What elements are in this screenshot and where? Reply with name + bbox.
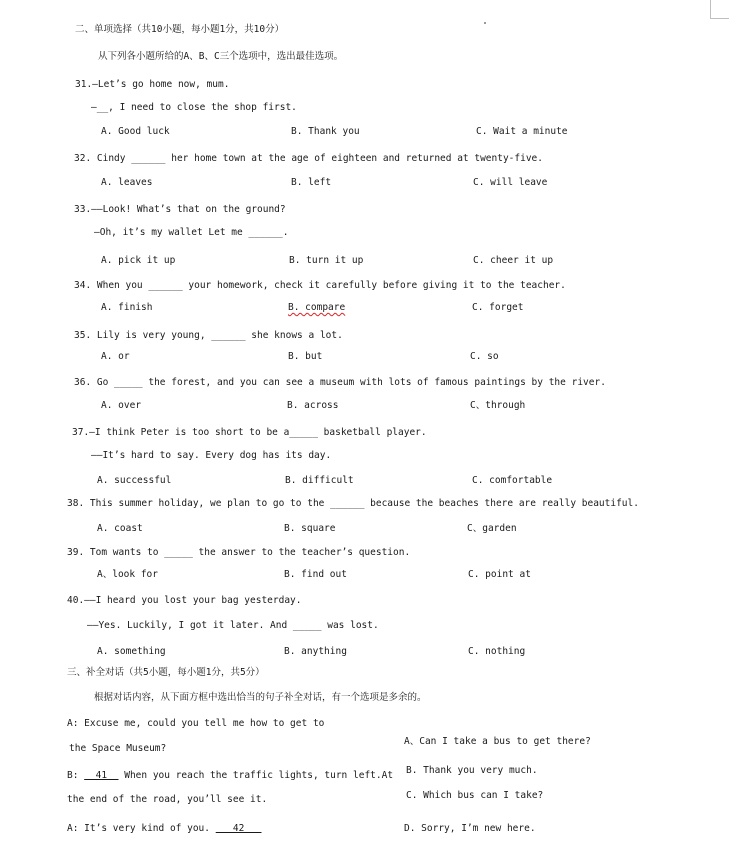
dialogue-b1-prefix: B: xyxy=(67,770,85,781)
question-37-option-a: A. successful xyxy=(97,475,172,486)
dialogue-a2-line xyxy=(67,823,261,835)
choice-b: B. Thank you very much. xyxy=(406,765,538,776)
question-38-option-c: C、garden xyxy=(467,523,517,534)
question-34-option-a: A. finish xyxy=(101,302,153,313)
question-35-option-a: A. or xyxy=(101,351,130,362)
blank-42: 42 xyxy=(215,823,262,834)
question-32-option-a: A. leaves xyxy=(101,177,153,188)
question-32-option-b: B. left xyxy=(291,177,332,188)
question-36-option-c: C、through xyxy=(470,400,526,411)
question-40-line-1: 40.——I heard you lost your bag yesterday. xyxy=(67,595,302,606)
question-37-line-2: ——It’s hard to say. Every dog has its day. xyxy=(91,450,332,461)
question-33-line-2: —Oh, it’s my wallet Let me ______. xyxy=(94,227,289,238)
dialogue-a2-text: A: It’s very kind of you. xyxy=(67,823,216,834)
question-34-option-b: B. compare xyxy=(288,302,346,313)
question-39-option-c: C. point at xyxy=(468,569,531,580)
dialogue-a1-line-1: A: Excuse me, could you tell me how to get to xyxy=(67,718,325,729)
section-3-heading: 三、补全对话（共5小题，每小题1分，共5分） xyxy=(67,667,265,678)
question-34-line-1: 34. When you ______ your homework, check it carefully before giving it to the teacher. xyxy=(74,280,566,291)
choice-c: C. Which bus can I take? xyxy=(406,790,544,801)
question-31-option-c: C. Wait a minute xyxy=(476,126,568,137)
section-2-heading: 二、单项选择（共10小题，每小题1分，共10分） xyxy=(75,24,285,35)
question-38-option-b: B. square xyxy=(284,523,336,534)
section-3-instruction: 根据对话内容，从下面方框中选出恰当的句子补全对话，有一个选项是多余的。 xyxy=(94,692,427,703)
question-40-option-b: B. anything xyxy=(284,646,347,657)
question-37-option-c: C. comfortable xyxy=(472,475,553,486)
choice-d: D. Sorry, I’m new here. xyxy=(404,823,536,834)
question-39-option-b: B. find out xyxy=(284,569,347,580)
question-39-line-1: 39. Tom wants to _____ the answer to the teacher’s question. xyxy=(67,547,411,558)
question-36-line-1: 36. Go _____ the forest, and you can see a museum with lots of famous paintings by the river. xyxy=(74,377,606,388)
question-40-line-2: ——Yes. Luckily, I got it later. And _____ was lost. xyxy=(87,620,379,631)
question-31-option-a: A. Good luck xyxy=(101,126,170,137)
question-33-option-c: C. cheer it up xyxy=(473,255,554,266)
question-33-line-1: 33.——Look! What’s that on the ground? xyxy=(74,204,286,215)
dialogue-b1-line-1 xyxy=(67,770,393,782)
choice-a: A、Can I take a bus to get there? xyxy=(404,736,591,747)
page-corner-mark xyxy=(710,0,729,19)
question-35-option-c: C. so xyxy=(470,351,499,362)
question-36-option-b: B. across xyxy=(287,400,339,411)
dialogue-b1-text: When you reach the traffic lights, turn left.At xyxy=(118,770,394,781)
question-39-option-a: A、look for xyxy=(97,569,158,580)
question-35-option-b: B. but xyxy=(288,351,323,362)
dialogue-b1-line-2: the end of the road, you’ll see it. xyxy=(67,794,268,805)
dialogue-a1-line-2: the Space Museum? xyxy=(69,743,167,754)
question-32-option-c: C. will leave xyxy=(473,177,548,188)
question-40-option-c: C. nothing xyxy=(468,646,526,657)
question-31-option-b: B. Thank you xyxy=(291,126,360,137)
question-37-line-1: 37.—I think Peter is too short to be a_____ basketball player. xyxy=(72,427,427,438)
question-31-line-1: 31.—Let’s go home now, mum. xyxy=(75,79,230,90)
question-35-line-1: 35. Lily is very young, ______ she knows a lot. xyxy=(74,330,343,341)
question-31-line-2: —__, I need to close the shop first. xyxy=(91,102,297,113)
question-34-option-c: C. forget xyxy=(472,302,524,313)
question-38-option-a: A. coast xyxy=(97,523,143,534)
question-37-option-b: B. difficult xyxy=(285,475,354,486)
question-33-option-b: B. turn it up xyxy=(289,255,364,266)
question-38-line-1: 38. This summer holiday, we plan to go to the ______ because the beaches there are really beautiful. xyxy=(67,498,639,509)
question-36-option-a: A. over xyxy=(101,400,142,411)
section-2-instruction: 从下列各小题所给的A、B、C三个选项中，选出最佳选项。 xyxy=(98,51,344,62)
question-32-line-1: 32. Cindy ______ her home town at the age of eighteen and returned at twenty-five. xyxy=(74,153,543,164)
question-40-option-a: A. something xyxy=(97,646,166,657)
blank-41: 41 xyxy=(84,770,119,781)
question-33-option-a: A. pick it up xyxy=(101,255,176,266)
page-mark-dot xyxy=(484,22,486,24)
